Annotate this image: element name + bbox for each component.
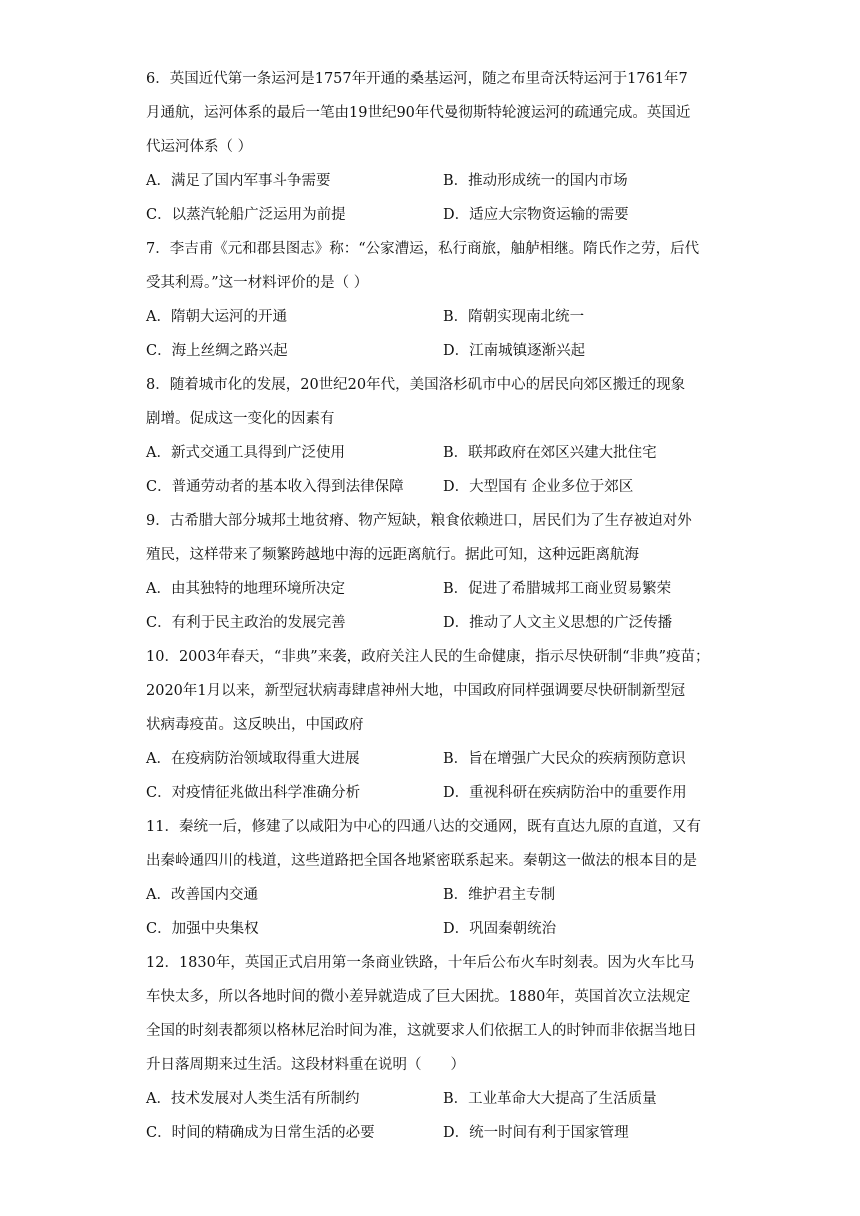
options (146, 436, 718, 504)
option-c[interactable]: C．海上丝绸之路兴起 (146, 343, 288, 359)
question-7 (146, 232, 718, 368)
option-a[interactable]: A．满足了国内军事斗争需要 (146, 173, 331, 189)
option-d[interactable]: D．适应大宗物资运输的需要 (443, 207, 629, 223)
option-b[interactable]: B．维护君主专制 (443, 887, 556, 903)
option-a[interactable]: A．隋朝大运河的开通 (146, 309, 287, 325)
option-d[interactable]: D．大型国有 企业多位于郊区 (443, 479, 634, 495)
option-b[interactable]: B．隋朝实现南北统一 (443, 309, 585, 325)
option-b[interactable]: B．促进了希腊城邦工商业贸易繁荣 (443, 581, 672, 597)
options (146, 878, 718, 946)
question-stem-line: 殖民，这样带来了频繁跨越地中海的远距离航行。据此可知，这种远距离航海 (146, 547, 639, 563)
option-b[interactable]: B．旨在增强广大民众的疾病预防意识 (443, 751, 686, 767)
option-d[interactable]: D．重视科研在疾病防治中的重要作用 (443, 785, 687, 801)
question-stem-line: 月通航，运河体系的最后一笔由19世纪90年代曼彻斯特轮渡运河的疏通完成。英国近 (146, 105, 691, 121)
option-c[interactable]: C．以蒸汽轮船广泛运用为前提 (146, 207, 346, 223)
option-c[interactable]: C．普通劳动者的基本收入得到法律保障 (146, 479, 404, 495)
options (146, 164, 718, 232)
question-stem-line: 8．随着城市化的发展，20世纪20年代，美国洛杉矶市中心的居民向郊区搬迁的现象 (146, 377, 686, 393)
question-stem-line: 剧增。促成这一变化的因素有 (146, 411, 335, 427)
question-9 (146, 504, 718, 640)
option-d[interactable]: D．统一时间有利于国家管理 (443, 1125, 629, 1141)
question-6 (146, 62, 718, 232)
question-stem-line: 9．古希腊大部分城邦土地贫瘠、物产短缺，粮食依赖进口，居民们为了生存被迫对外 (146, 513, 692, 529)
option-c[interactable]: C．有利于民主政治的发展完善 (146, 615, 346, 631)
question-stem-line: 车快太多，所以各地时间的微小差异就造成了巨大困扰。1880年，英国首次立法规定 (146, 989, 691, 1005)
options (146, 742, 718, 810)
question-stem-line: 6．英国近代第一条运河是1757年开通的桑基运河，随之布里奇沃特运河于1761年7 (146, 71, 688, 87)
question-10 (146, 640, 718, 810)
options (146, 1082, 718, 1150)
question-stem-line: 11．秦统一后，修建了以咸阳为中心的四通八达的交通网，既有直达九原的直道，又有 (146, 819, 701, 835)
option-a[interactable]: A．技术发展对人类生活有所制约 (146, 1091, 360, 1107)
question-stem-line: 全国的时刻表都须以格林尼治时间为准，这就要求人们依据工人的时钟而非依据当地日 (146, 1023, 697, 1039)
option-a[interactable]: A．改善国内交通 (146, 887, 258, 903)
option-c[interactable]: C．对疫情征兆做出科学准确分析 (146, 785, 361, 801)
question-stem-line: 状病毒疫苗。这反映出，中国政府 (146, 717, 364, 733)
question-11 (146, 810, 718, 946)
option-b[interactable]: B．联邦政府在郊区兴建大批住宅 (443, 445, 657, 461)
question-stem-line: 10．2003年春天，“非典”来袭，政府关注人民的生命健康，指示尽快研制“非典”疫苗； (146, 649, 710, 665)
option-b[interactable]: B．工业革命大大提高了生活质量 (443, 1091, 657, 1107)
option-a[interactable]: A．新式交通工具得到广泛使用 (146, 445, 345, 461)
options (146, 572, 718, 640)
option-d[interactable]: D．巩固秦朝统治 (443, 921, 557, 937)
question-stem-line: 受其利焉。”这一材料评价的是（ ） (146, 275, 369, 291)
question-stem-line: 出秦岭通四川的栈道，这些道路把全国各地紧密联系起来。秦朝这一做法的根本目的是 (146, 853, 697, 869)
question-12 (146, 946, 718, 1150)
option-c[interactable]: C．时间的精确成为日常生活的必要 (146, 1125, 375, 1141)
exam-page (146, 62, 718, 1150)
question-stem-line: 升日落周期来过生活。这段材料重在说明（ ） (146, 1057, 465, 1073)
option-c[interactable]: C．加强中央集权 (146, 921, 259, 937)
option-d[interactable]: D．江南城镇逐渐兴起 (443, 343, 586, 359)
option-a[interactable]: A．在疫病防治领域取得重大进展 (146, 751, 360, 767)
question-stem-line: 代运河体系（ ） (146, 139, 253, 155)
question-8 (146, 368, 718, 504)
option-d[interactable]: D．推动了人文主义思想的广泛传播 (443, 615, 673, 631)
question-stem-line: 12．1830年，英国正式启用第一条商业铁路，十年后公布火车时刻表。因为火车比马 (146, 955, 695, 971)
question-stem-line: 2020年1月以来，新型冠状病毒肆虐神州大地，中国政府同样强调要尽快研制新型冠 (146, 683, 686, 699)
option-a[interactable]: A．由其独特的地理环境所决定 (146, 581, 345, 597)
option-b[interactable]: B．推动形成统一的国内市场 (443, 173, 628, 189)
question-stem-line: 7．李吉甫《元和郡县图志》称：“公家漕运，私行商旅，舳舻相继。隋氏作之劳，后代 (146, 241, 700, 257)
options (146, 300, 718, 368)
